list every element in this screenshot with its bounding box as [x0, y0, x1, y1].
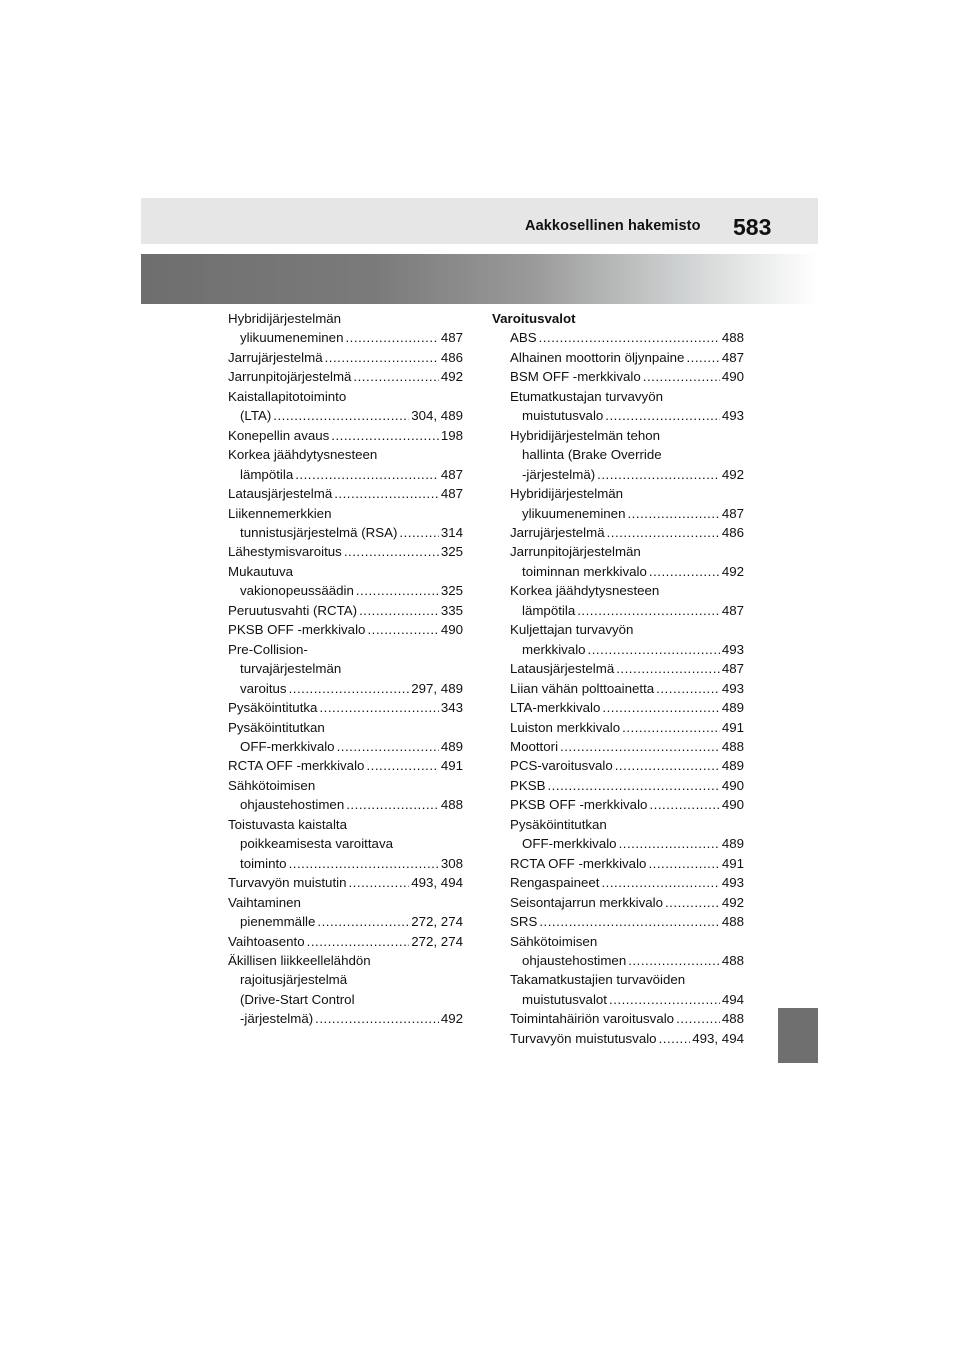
index-entry	[228, 951, 463, 1029]
dot-leader	[547, 776, 719, 795]
index-entry-page-ref: 487	[721, 661, 744, 677]
index-entry-text: Pre-Collision-	[228, 641, 308, 657]
index-entry-text: Pysäköintitutkan	[228, 719, 325, 735]
index-entry-text: vakionopeussäädin	[240, 583, 354, 599]
index-entry-text: Vaihtaminen	[228, 894, 301, 910]
index-entry	[492, 970, 744, 1009]
index-entry-text: OFF-merkkivalo	[240, 738, 335, 754]
dot-leader	[676, 1009, 720, 1028]
index-entry-final-line	[228, 426, 463, 445]
index-entry-final-line	[228, 367, 463, 386]
index-entry-text: Kaistallapitotoiminto	[228, 388, 347, 404]
index-entry	[228, 932, 463, 951]
dot-leader	[665, 893, 720, 912]
index-entry-page-ref: 487	[440, 330, 463, 346]
index-entry	[492, 484, 744, 523]
index-entry	[492, 932, 744, 971]
index-entry-text: Pysäköintitutkan	[510, 816, 607, 832]
index-entry-page-ref: 490	[440, 622, 463, 638]
index-entry	[228, 445, 463, 484]
index-entry-text: Luiston merkkivalo	[510, 719, 621, 735]
index-entry-text: merkkivalo	[522, 641, 586, 657]
index-entry-page-ref: 488	[721, 330, 744, 346]
index-entry-text: RCTA OFF -merkkivalo	[510, 855, 647, 871]
index-entry-text: Toimintahäiriön varoitusvalo	[510, 1011, 675, 1027]
dot-leader	[307, 932, 410, 951]
index-entry-text: toiminnan merkkivalo	[522, 563, 647, 579]
index-heading-varoitusvalot: Varoitusvalot	[492, 311, 576, 326]
index-entry-final-line	[510, 367, 744, 386]
dot-leader	[616, 659, 720, 678]
index-entry	[228, 873, 463, 892]
index-entry	[492, 854, 744, 873]
dot-leader	[577, 601, 720, 620]
index-entry	[492, 367, 744, 386]
index-column-left	[228, 309, 463, 1029]
index-entry-final-line	[228, 698, 463, 717]
index-entry-final-line	[228, 679, 463, 698]
index-entry-page-ref: 492	[440, 1011, 463, 1027]
index-entry	[492, 698, 744, 717]
index-entry-final-line	[228, 348, 463, 367]
index-entry-text: Vaihtoasento	[228, 933, 305, 949]
dot-leader	[659, 1029, 691, 1048]
index-entry-text: Hybridijärjestelmän tehon	[510, 427, 661, 443]
index-entry	[228, 718, 463, 757]
index-entry-text: RCTA OFF -merkkivalo	[228, 758, 365, 774]
index-entry-page-ref: 488	[721, 952, 744, 968]
dot-leader	[686, 348, 719, 367]
index-entry-text: OFF-merkkivalo	[522, 836, 617, 852]
index-entry-page-ref: 488	[440, 797, 463, 813]
index-entry-final-line	[510, 795, 744, 814]
index-entry-final-line	[228, 873, 463, 892]
dot-leader	[628, 951, 720, 970]
index-entry-text: pienemmälle	[240, 914, 316, 930]
dot-leader	[615, 756, 720, 775]
index-entry-text: Moottori	[510, 738, 559, 754]
index-entry-text: lämpötila	[240, 466, 294, 482]
index-entry-final-line	[510, 348, 744, 367]
index-entry-final-line	[510, 698, 744, 717]
index-entry	[492, 348, 744, 367]
index-entry	[492, 912, 744, 931]
index-entry-page-ref: 488	[721, 1011, 744, 1027]
dot-leader	[337, 737, 439, 756]
index-entry-page-ref: 489	[721, 836, 744, 852]
index-entry-text: Latausjärjestelmä	[228, 486, 333, 502]
index-entry-page-ref: 325	[440, 583, 463, 599]
index-entry	[228, 620, 463, 639]
index-entry	[228, 601, 463, 620]
index-entry-final-line	[228, 932, 463, 951]
index-entry-page-ref: 487	[440, 486, 463, 502]
index-entry-text: Korkea jäähdytysnesteen	[228, 447, 378, 463]
index-entry	[492, 542, 744, 581]
index-entry-final-line	[228, 484, 463, 503]
index-entry	[492, 328, 744, 347]
index-entry-page-ref: 493	[721, 408, 744, 424]
index-entry-page-ref: 343	[440, 700, 463, 716]
dot-leader	[356, 581, 439, 600]
index-entry	[492, 1009, 744, 1028]
index-entry-text: -järjestelmä)	[522, 466, 596, 482]
index-entry-page-ref: 488	[721, 914, 744, 930]
dot-leader	[643, 367, 720, 386]
index-entry-final-line	[228, 406, 463, 425]
index-entry-text: Lähestymisvaroitus	[228, 544, 342, 560]
index-entry-text: turvajärjestelmän	[240, 661, 342, 677]
index-entry	[228, 484, 463, 503]
index-entry-text: Hybridijärjestelmän	[228, 311, 342, 326]
index-entry-text: Liian vähän polttoainetta	[510, 680, 655, 696]
index-entry	[492, 776, 744, 795]
index-entry	[492, 581, 744, 620]
index-entry	[492, 815, 744, 854]
index-entry-page-ref: 493	[721, 680, 744, 696]
index-entry	[228, 348, 463, 367]
index-entry-text: (LTA)	[240, 408, 272, 424]
section-title: Aakkosellinen hakemisto	[525, 218, 701, 234]
index-entry-final-line	[228, 620, 463, 639]
index-entry-text: Turvavyön muistutin	[228, 875, 347, 891]
index-entry-final-line	[228, 756, 463, 775]
dot-leader	[344, 542, 439, 561]
index-entry-text: hallinta (Brake Override	[522, 447, 662, 463]
index-entry-page-ref: 297, 489	[411, 680, 463, 696]
index-entry-final-line	[228, 465, 463, 484]
index-entry-text: LTA-merkkivalo	[510, 700, 601, 716]
index-entry-text: Pysäköintitutka	[228, 700, 318, 716]
index-entry-page-ref: 198	[440, 427, 463, 443]
dot-leader	[315, 1009, 439, 1028]
dot-leader	[359, 601, 439, 620]
index-entry-text: tunnistusjärjestelmä (RSA)	[240, 524, 398, 540]
index-entry-text: Kuljettajan turvavyön	[510, 622, 634, 638]
index-entry-page-ref: 487	[721, 505, 744, 521]
index-entry-text: Jarrujärjestelmä	[228, 349, 323, 365]
index-entry-final-line	[510, 834, 744, 853]
index-entry-final-line	[228, 601, 463, 620]
dot-leader	[367, 620, 438, 639]
index-entry-text: ylikuumeneminen	[522, 505, 626, 521]
index-entry	[228, 387, 463, 426]
index-entry-final-line	[228, 854, 463, 873]
index-entry-final-line	[510, 523, 744, 542]
index-entry-final-line	[510, 951, 744, 970]
index-entry-final-line	[510, 679, 744, 698]
index-entry-text: BSM OFF -merkkivalo	[510, 369, 641, 385]
dot-leader	[539, 912, 719, 931]
index-entry-page-ref: 304, 489	[411, 408, 463, 424]
dot-leader	[649, 795, 719, 814]
dot-leader	[649, 562, 720, 581]
dot-leader	[648, 854, 719, 873]
index-entry-page-ref: 489	[440, 738, 463, 754]
index-entry-final-line	[228, 542, 463, 561]
index-entry-text: varoitus	[240, 680, 287, 696]
index-entry-text: toiminto	[240, 855, 287, 871]
index-entry-text: Latausjärjestelmä	[510, 661, 615, 677]
index-entry-final-line	[228, 737, 463, 756]
index-entry-final-line	[228, 912, 463, 931]
index-entry-text: lämpötila	[522, 602, 576, 618]
page-number: 583	[733, 214, 772, 240]
index-entry-page-ref: 491	[440, 758, 463, 774]
dot-leader	[399, 523, 438, 542]
dot-leader	[588, 640, 720, 659]
index-entry	[492, 893, 744, 912]
dot-leader	[345, 328, 438, 347]
dot-leader	[607, 523, 720, 542]
index-entry-page-ref: 491	[721, 719, 744, 735]
index-entry-final-line	[510, 406, 744, 425]
dot-leader	[601, 873, 719, 892]
index-entry-final-line	[510, 659, 744, 678]
dot-leader	[656, 679, 720, 698]
index-entry-text: Alhainen moottorin öljynpaine	[510, 349, 685, 365]
index-entry-text: ylikuumeneminen	[240, 330, 344, 346]
index-entry-page-ref: 308	[440, 855, 463, 871]
decorative-gradient-band	[141, 254, 818, 304]
dot-leader	[346, 795, 439, 814]
index-entry-page-ref: 493, 494	[692, 1030, 744, 1046]
index-entry-page-ref: 487	[721, 349, 744, 365]
dot-leader	[619, 834, 720, 853]
index-entry-text: Toistuvasta kaistalta	[228, 816, 347, 832]
index-entry-final-line	[510, 737, 744, 756]
dot-leader	[331, 426, 439, 445]
index-entry-final-line	[510, 756, 744, 775]
index-entry-final-line	[228, 523, 463, 542]
index-entry-text: Sähkötoimisen	[228, 777, 316, 793]
index-entry	[492, 756, 744, 775]
index-entry-page-ref: 272, 274	[411, 914, 463, 930]
index-entry	[228, 426, 463, 445]
index-entry-page-ref: 492	[721, 466, 744, 482]
dot-leader	[539, 328, 720, 347]
index-entry-final-line	[510, 465, 744, 484]
index-entry-page-ref: 489	[721, 758, 744, 774]
index-entry-final-line	[228, 581, 463, 600]
index-entry-page-ref: 487	[721, 602, 744, 618]
index-entry-final-line	[510, 893, 744, 912]
index-entry-text: Seisontajarrun merkkivalo	[510, 894, 663, 910]
index-entry	[492, 873, 744, 892]
index-entry	[228, 893, 463, 932]
index-entry-text: PKSB	[510, 777, 546, 793]
index-entry	[492, 659, 744, 678]
index-entry	[492, 620, 744, 659]
index-entry-page-ref: 486	[440, 349, 463, 365]
index-entry-text: Konepellin avaus	[228, 427, 330, 443]
index-entry	[228, 542, 463, 561]
index-entry-final-line	[510, 912, 744, 931]
index-entry-text: Takamatkustajien turvavöiden	[510, 972, 686, 988]
index-entry-text: -järjestelmä)	[240, 1011, 314, 1027]
index-entry	[492, 387, 744, 426]
index-entry-text: Jarrujärjestelmä	[510, 524, 605, 540]
index-entry	[228, 640, 463, 698]
index-entry-page-ref: 490	[721, 777, 744, 793]
index-entry	[492, 1029, 744, 1048]
index-entry	[492, 426, 744, 484]
dot-leader	[295, 465, 439, 484]
index-entry-page-ref: 491	[721, 855, 744, 871]
index-entry-text: Rengaspaineet	[510, 875, 600, 891]
index-entry-page-ref: 314	[440, 524, 463, 540]
index-entry-text: Jarrunpitojärjestelmän	[510, 544, 641, 560]
index-entry-text: ABS	[510, 330, 537, 346]
dot-leader	[366, 756, 438, 775]
index-entry-text: Turvavyön muistutusvalo	[510, 1030, 657, 1046]
index-entry	[228, 698, 463, 717]
dot-leader	[334, 484, 439, 503]
index-entry-page-ref: 493, 494	[411, 875, 463, 891]
index-entry-text: PKSB OFF -merkkivalo	[510, 797, 648, 813]
index-entry-page-ref: 493	[721, 641, 744, 657]
dot-leader	[602, 698, 719, 717]
index-entry-text: Korkea jäähdytysnesteen	[510, 583, 660, 599]
index-entry-final-line	[510, 776, 744, 795]
index-entry-page-ref: 272, 274	[411, 933, 463, 949]
index-entry-final-line	[510, 990, 744, 1009]
dot-leader	[560, 737, 720, 756]
index-entry-text: SRS	[510, 914, 538, 930]
index-entry-text: rajoitusjärjestelmä	[240, 972, 348, 988]
index-entry	[492, 795, 744, 814]
index-entry-text: Hybridijärjestelmän	[510, 486, 624, 502]
index-entry-text: ohjaustehostimen	[522, 952, 627, 968]
index-column-right	[492, 309, 744, 1048]
index-entry-final-line	[228, 328, 463, 347]
index-entry-final-line	[510, 854, 744, 873]
index-entry-page-ref: 486	[721, 524, 744, 540]
index-entry	[228, 367, 463, 386]
index-entry-page-ref: 488	[721, 738, 744, 754]
index-entry	[492, 737, 744, 756]
index-entry	[492, 523, 744, 542]
index-entry-text: Äkillisen liikkeellelähdön	[228, 952, 371, 968]
dot-leader	[597, 465, 720, 484]
dot-leader	[622, 718, 720, 737]
dot-leader	[605, 406, 720, 425]
header-band	[141, 198, 818, 244]
dot-leader	[627, 504, 719, 523]
index-entry-page-ref: 494	[721, 991, 744, 1007]
index-entry	[492, 718, 744, 737]
index-entry-text: poikkeamisesta varoittava	[240, 836, 393, 852]
index-entry-text: muistutusvalo	[522, 408, 604, 424]
index-entry-final-line	[510, 328, 744, 347]
index-entry-final-line	[510, 601, 744, 620]
index-entry	[492, 679, 744, 698]
index-entry-text: muistutusvalot	[522, 991, 607, 1007]
index-entry-final-line	[510, 640, 744, 659]
index-entry	[228, 776, 463, 815]
index-entry-text: Peruutusvahti (RCTA)	[228, 602, 358, 618]
index-entry-final-line	[510, 718, 744, 737]
dot-leader	[325, 348, 439, 367]
index-entry-text: Liikennemerkkien	[228, 505, 332, 521]
index-entry-final-line	[228, 795, 463, 814]
chapter-tab-marker	[778, 1008, 818, 1063]
dot-leader	[353, 367, 438, 386]
index-entry-final-line	[510, 562, 744, 581]
index-entry-page-ref: 489	[721, 700, 744, 716]
dot-leader	[289, 679, 410, 698]
index-entry-page-ref: 490	[721, 369, 744, 385]
index-entry-page-ref: 490	[721, 797, 744, 813]
index-entry-page-ref: 325	[440, 544, 463, 560]
index-entry	[228, 309, 463, 348]
index-entry-page-ref: 492	[721, 894, 744, 910]
index-entry-final-line	[228, 1009, 463, 1028]
index-entry-final-line	[510, 1029, 744, 1048]
index-entry-page-ref: 487	[440, 466, 463, 482]
dot-leader	[319, 698, 438, 717]
index-entry	[228, 504, 463, 543]
index-entry-text: Sähkötoimisen	[510, 933, 598, 949]
index-entry-text: Mukautuva	[228, 563, 294, 579]
index-entry-page-ref: 492	[721, 563, 744, 579]
index-subentries	[492, 328, 744, 1048]
index-entry-text: ohjaustehostimen	[240, 797, 345, 813]
dot-leader	[317, 912, 409, 931]
index-entry	[228, 756, 463, 775]
dot-leader	[273, 406, 409, 425]
index-entry	[228, 562, 463, 601]
index-entry-final-line	[510, 504, 744, 523]
index-entry-text: Jarrunpitojärjestelmä	[228, 369, 352, 385]
index-entry-final-line	[510, 873, 744, 892]
dot-leader	[348, 873, 409, 892]
dot-leader	[289, 854, 439, 873]
index-entry-page-ref: 493	[721, 875, 744, 891]
dot-leader	[609, 990, 720, 1009]
index-entry-text: PCS-varoitusvalo	[510, 758, 613, 774]
index-entry-text: PKSB OFF -merkkivalo	[228, 622, 366, 638]
index-entry-final-line	[510, 1009, 744, 1028]
index-entry-page-ref: 335	[440, 602, 463, 618]
index-entry-page-ref: 492	[440, 369, 463, 385]
index-entry-text: Etumatkustajan turvavyön	[510, 388, 663, 404]
index-entry-text: (Drive-Start Control	[240, 991, 355, 1007]
index-entry	[228, 815, 463, 873]
